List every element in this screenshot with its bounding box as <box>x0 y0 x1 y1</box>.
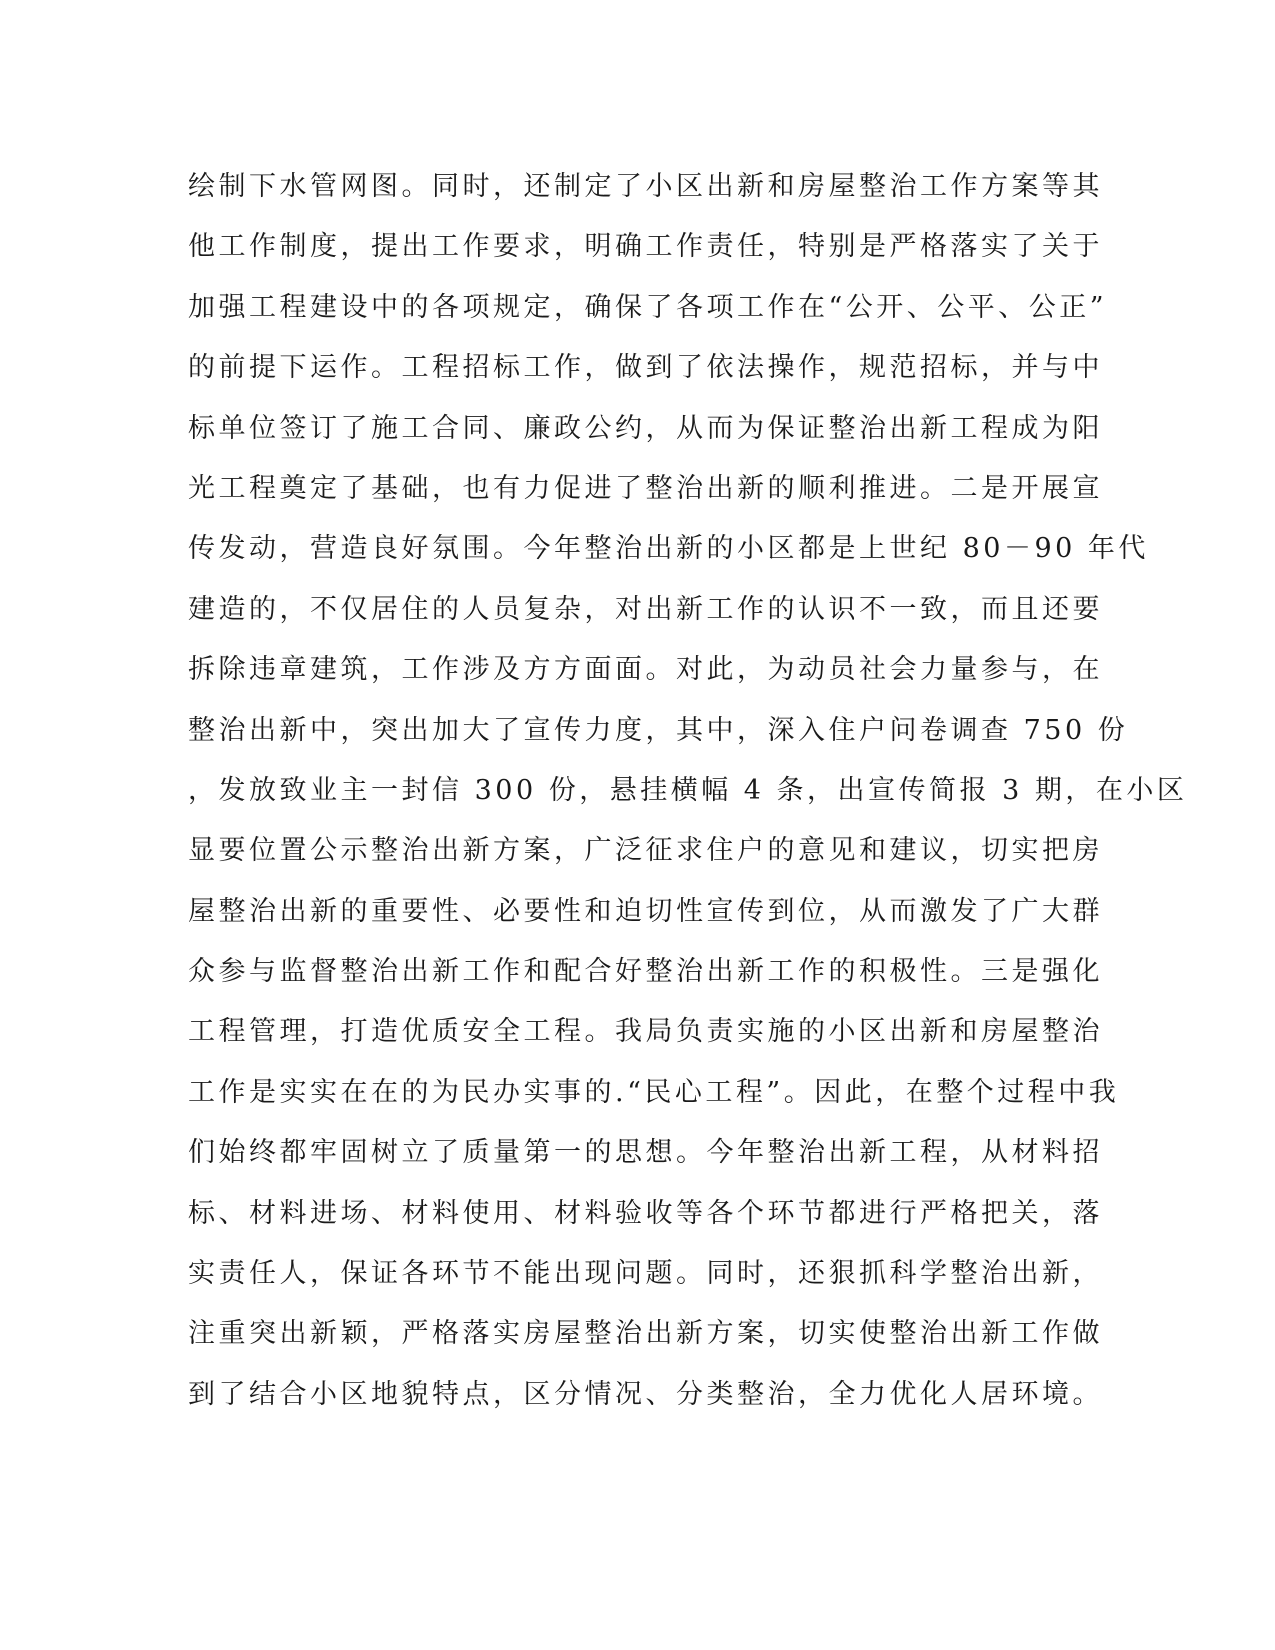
text-line: 传发动，营造良好氛围。今年整治出新的小区都是上世纪 80－90 年代 <box>188 533 1149 565</box>
text-line: 标、材料进场、材料使用、材料验收等各个环节都进行严格把关，落 <box>188 1197 1103 1229</box>
text-line: 到了结合小区地貌特点，区分情况、分类整治，全力优化人居环境。 <box>188 1378 1103 1410</box>
text-line: 他工作制度，提出工作要求，明确工作责任，特别是严格落实了关于 <box>188 231 1103 263</box>
text-line: 的前提下运作。工程招标工作，做到了依法操作，规范招标，并与中 <box>188 352 1103 384</box>
text-line: 整治出新中，突出加大了宣传力度，其中，深入住户问卷调查 750 份 <box>188 714 1129 746</box>
text-line: 显要位置公示整治出新方案，广泛征求住户的意见和建议，切实把房 <box>188 835 1103 867</box>
body-paragraph <box>188 157 1188 1425</box>
text-line: 光工程奠定了基础，也有力促进了整治出新的顺利推进。二是开展宣 <box>188 472 1103 504</box>
text-line: 实责任人，保证各环节不能出现问题。同时，还狠抓科学整治出新， <box>188 1258 1103 1290</box>
text-line: 屋整治出新的重要性、必要性和迫切性宣传到位，从而激发了广大群 <box>188 895 1103 927</box>
text-line: 加强工程建设中的各项规定，确保了各项工作在“公开、公平、公正” <box>188 291 1108 323</box>
text-line: 拆除违章建筑，工作涉及方方面面。对此，为动员社会力量参与，在 <box>188 654 1103 686</box>
text-line: 众参与监督整治出新工作和配合好整治出新工作的积极性。三是强化 <box>188 956 1103 988</box>
text-line: 工作是实实在在的为民办实事的.“民心工程”。因此，在整个过程中我 <box>188 1076 1120 1108</box>
text-line: 标单位签订了施工合同、廉政公约，从而为保证整治出新工程成为阳 <box>188 412 1103 444</box>
text-line: 绘制下水管网图。同时，还制定了小区出新和房屋整治工作方案等其 <box>188 171 1103 202</box>
text-line: 注重突出新颖，严格落实房屋整治出新方案，切实使整治出新工作做 <box>188 1318 1103 1350</box>
text-line: 建造的，不仅居住的人员复杂，对出新工作的认识不一致，而且还要 <box>188 593 1103 625</box>
text-line: 工程管理，打造优质安全工程。我局负责实施的小区出新和房屋整治 <box>188 1016 1103 1048</box>
text-line: ，发放致业主一封信 300 份，悬挂横幅 4 条，出宣传简报 3 期，在小区 <box>188 774 1188 806</box>
text-line: 们始终都牢固树立了质量第一的思想。今年整治出新工程，从材料招 <box>188 1137 1103 1169</box>
